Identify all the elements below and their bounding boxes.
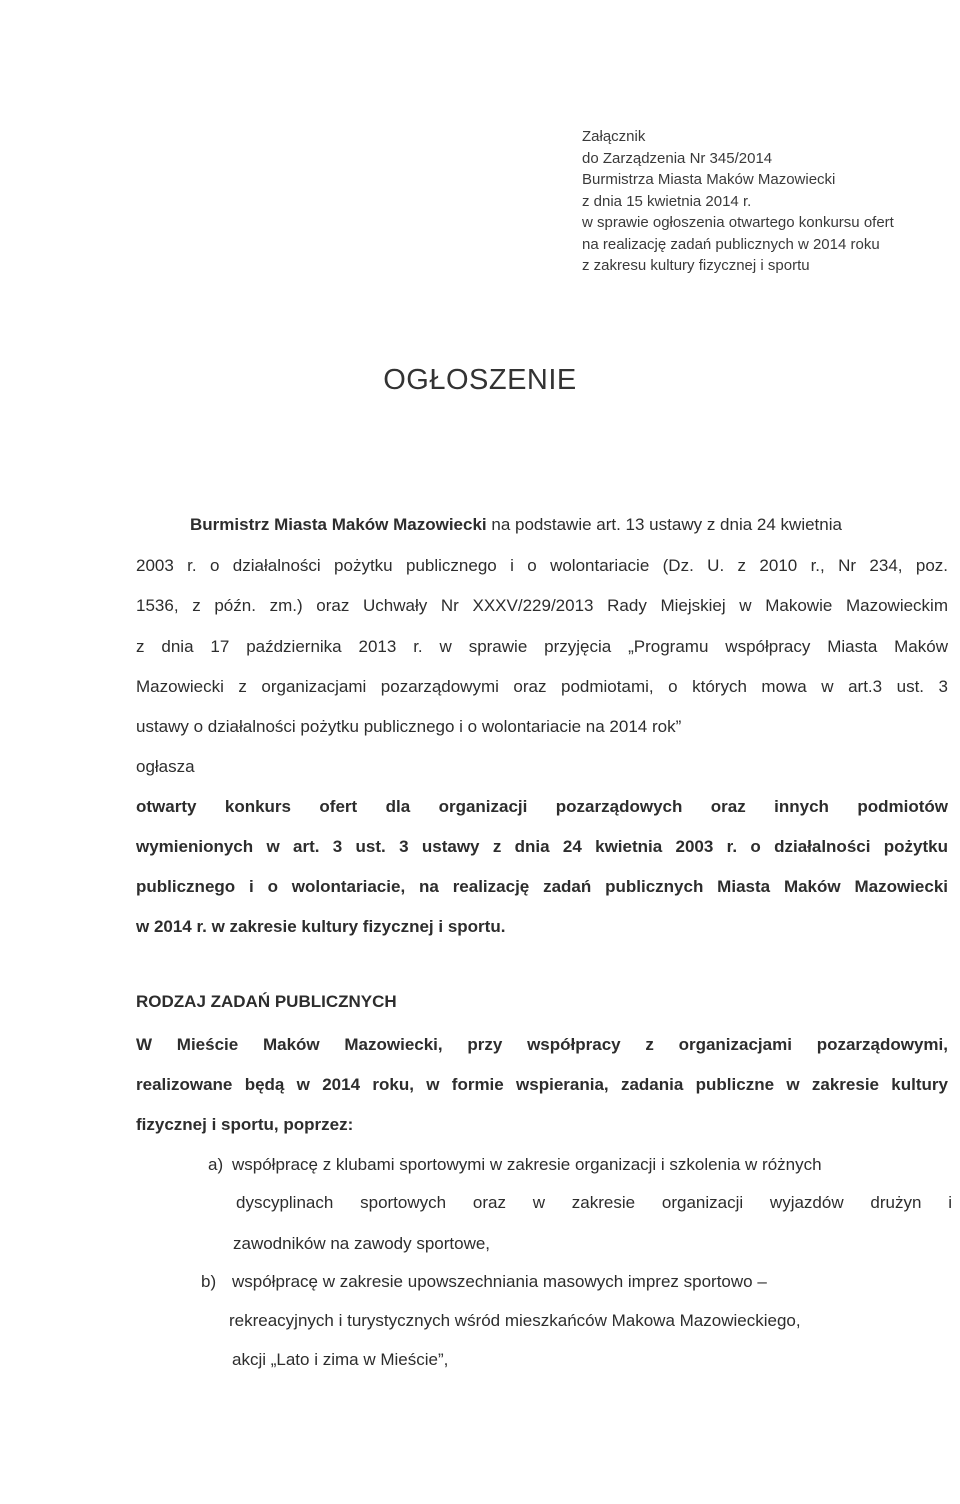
intro-legal-basis: na podstawie art. 13 ustawy z dnia 24 kwietnia: [486, 515, 842, 534]
section-para-line-1: W Mieście Maków Mazowiecki, przy współpracy z organizacjami pozarządowymi,: [136, 1035, 948, 1054]
list-item-marker: b): [201, 1272, 217, 1291]
list-item-line: rekreacyjnych i turystycznych wśród mieszkańców Makowa Mazowieckiego,: [229, 1311, 801, 1330]
section-title: RODZAJ ZADAŃ PUBLICZNYCH: [136, 992, 397, 1011]
attachment-line: z zakresu kultury fizycznej i sportu: [582, 257, 810, 274]
attachment-line: w sprawie ogłoszenia otwartego konkursu ofert: [582, 214, 894, 231]
announcement-line-2: wymienionych w art. 3 ust. 3 ustawy z dnia 24 kwietnia 2003 r. o działalności pożytku: [136, 837, 948, 856]
section-para-line-2: realizowane będą w 2014 roku, w formie wspierania, zadania publiczne w zakresie kultury: [136, 1075, 948, 1094]
attachment-line: na realizację zadań publicznych w 2014 roku: [582, 235, 880, 253]
attachment-line: z dnia 15 kwietnia 2014 r.: [582, 192, 752, 210]
section-para-line-3: fizycznej i sportu, poprzez:: [136, 1115, 354, 1134]
list-item-line: współpracę w zakresie upowszechniania masowych imprez sportowo –: [232, 1272, 767, 1291]
announcement-line-3: publicznego i o wolontariacie, na realizację zadań publicznych Miasta Maków Mazowiecki: [136, 877, 948, 896]
list-item-line: akcji „Lato i zima w Mieście”,: [232, 1350, 449, 1369]
document-title: OGŁOSZENIE: [383, 364, 577, 396]
list-item-line: współpracę z klubami sportowymi w zakresie organizacji i szkolenia w różnych: [232, 1155, 822, 1174]
attachment-line: do Zarządzenia Nr 345/2014: [582, 149, 773, 167]
intro-line-5: Mazowiecki z organizacjami pozarządowymi oraz podmiotami, o których mowa w art.3 ust. 3: [136, 677, 948, 696]
attachment-line: Burmistrza Miasta Maków Mazowiecki: [582, 171, 836, 188]
intro-line-1: [190, 515, 842, 535]
announcement-line-1: otwarty konkurs ofert dla organizacji pozarządowych oraz innych podmiotów: [136, 797, 948, 816]
list-item-marker: a): [208, 1155, 224, 1174]
intro-line-2: 2003 r. o działalności pożytku publicznego i o wolontariacie (Dz. U. z 2010 r., Nr 234, poz.: [136, 556, 948, 575]
intro-line-7: ogłasza: [136, 757, 195, 776]
list-item-line: dyscyplinach sportowych oraz w zakresie organizacji wyjazdów drużyn i: [236, 1193, 952, 1212]
list-item-line: zawodników na zawody sportowe,: [233, 1234, 491, 1253]
intro-line-3: 1536, z późn. zm.) oraz Uchwały Nr XXXV/229/2013 Rady Miejskiej w Makowie Mazowieckim: [136, 596, 948, 615]
attachment-line: Załącznik: [582, 128, 646, 145]
intro-line-4: z dnia 17 października 2013 r. w sprawie przyjęcia „Programu współpracy Miasta Maków: [136, 637, 948, 656]
announcement-line-4: w 2014 r. w zakresie kultury fizycznej i sportu.: [136, 917, 506, 936]
intro-issuer: Burmistrz Miasta Maków Mazowiecki: [190, 515, 487, 534]
attachment-header: [582, 126, 894, 277]
intro-line-6: ustawy o działalności pożytku publicznego i o wolontariacie na 2014 rok”: [136, 717, 682, 736]
